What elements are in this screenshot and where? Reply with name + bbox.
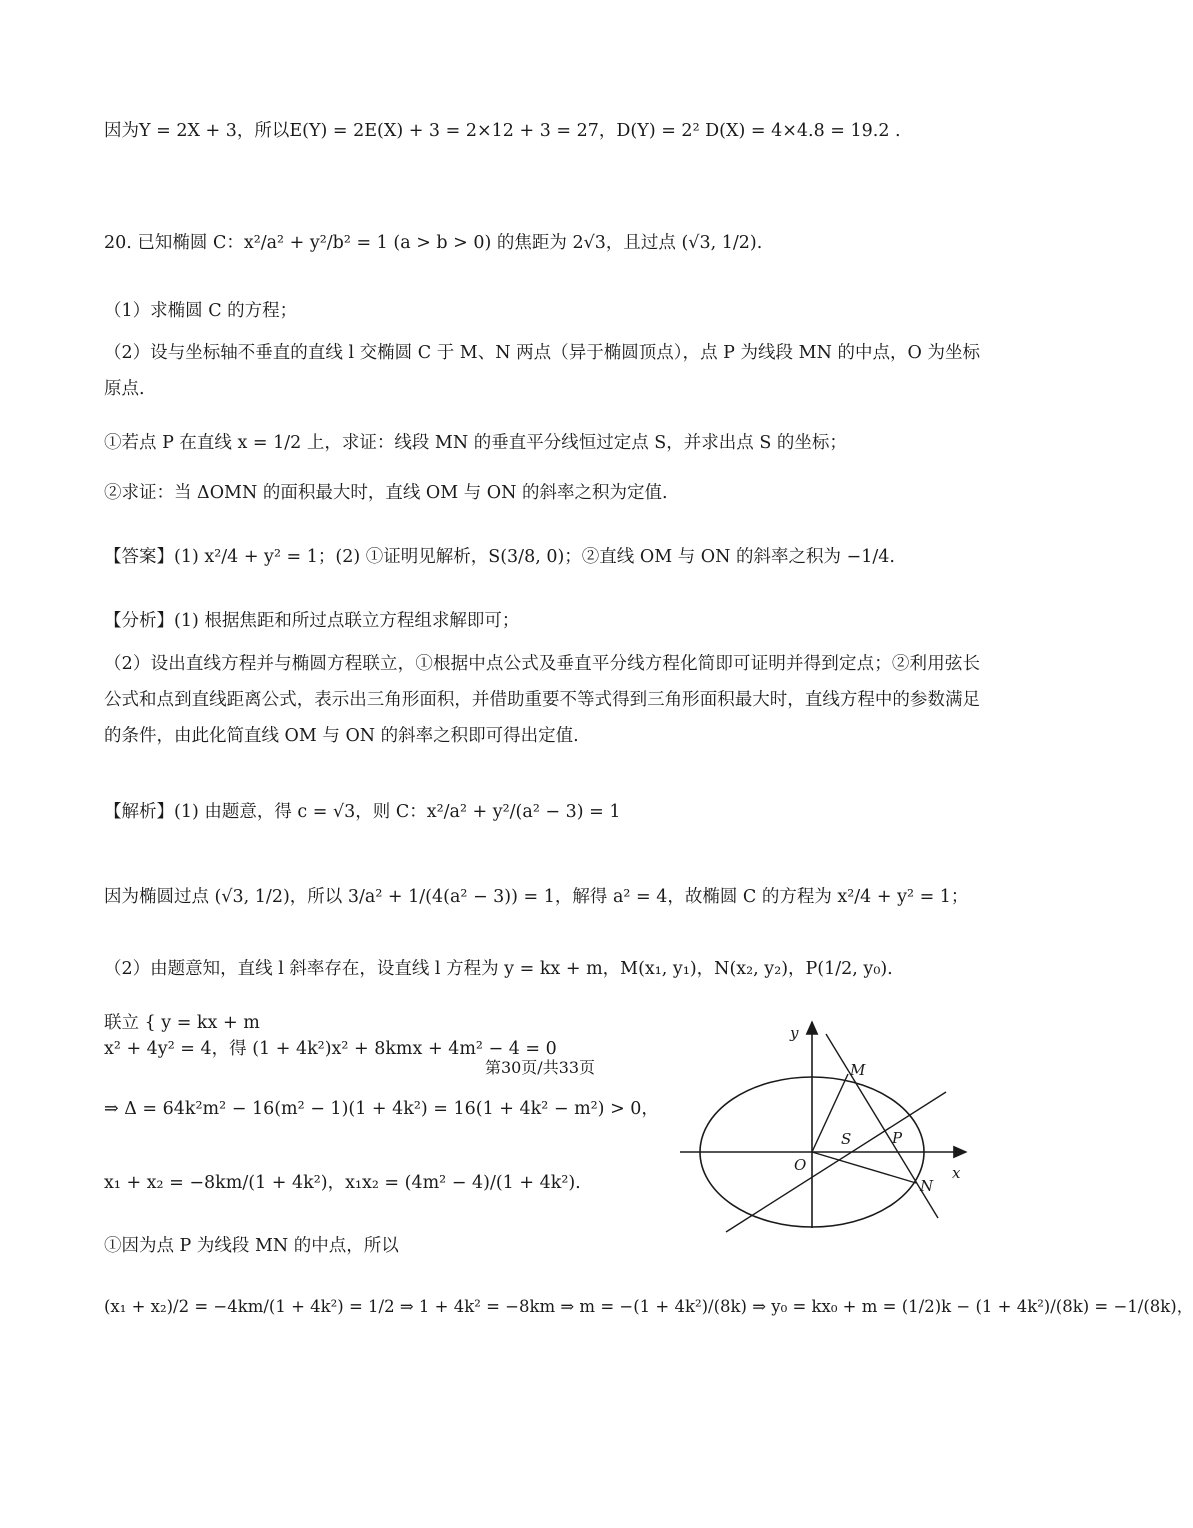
label-x: x bbox=[952, 1164, 961, 1182]
solution-line-3: （2）由题意知，直线 l 斜率存在，设直线 l 方程为 y = kx + m，M(x₁, y₁)，N(x₂, y₂)，P(1/2, y₀). bbox=[104, 959, 893, 979]
line-1: 因为Y = 2X + 3，所以E(Y) = 2E(X) + 3 = 2×12 + 3 = 27，D(Y) = 2² D(X) = 4×4.8 = 19.2 . bbox=[104, 121, 901, 141]
label-M: M bbox=[850, 1061, 866, 1079]
problem-part-1: （1）求椭圆 C 的方程； bbox=[104, 301, 298, 321]
problem-part-2: （2）设与坐标轴不垂直的直线 l 交椭圆 C 于 M、N 两点（异于椭圆顶点），点 P 为线段 MN 的中点，O 为坐标原点. bbox=[104, 343, 980, 399]
analysis-line-2: （2）设出直线方程并与椭圆方程联立，①根据中点公式及垂直平分线方程化简即可证明并得到定点；②利用弦长公式和点到直线距离公式，表示出三角形面积，并借助重要不等式得到三角形面积最大时，直线方程中的参数满足的条件，由此化简直线 OM 与 ON 的斜率之积即可得出定值. bbox=[104, 654, 980, 746]
label-P: P bbox=[892, 1129, 903, 1147]
solution-line-1: 【解析】(1) 由题意，得 c = √3，则 C：x²/a² + y²/(a² − 3) = 1 bbox=[104, 802, 621, 822]
delta-line: ⇒ Δ = 64k²m² − 16(m² − 1)(1 + 4k²) = 16(1 + 4k² − m²) > 0， bbox=[104, 1099, 659, 1119]
derivation-line: (x₁ + x₂)/2 = −4km/(1 + 4k²) = 1/2 ⇒ 1 + 4k² = −8km ⇒ m = −(1 + 4k²)/(8k) ⇒ y₀ = kx₀ + m = (1/2)k − (1 + 4k²)/(8k) = −1/(8k)， bbox=[104, 1297, 1193, 1316]
page-footer: 第30页/共33页 bbox=[484, 1058, 596, 1077]
ellipse-figure bbox=[676, 1018, 976, 1238]
answer-line: 【答案】(1) x²/4 + y² = 1；(2) ①证明见解析，S(3/8, 0)；②直线 OM 与 ON 的斜率之积为 −1/4. bbox=[104, 547, 895, 567]
bisector-line bbox=[726, 1092, 946, 1232]
label-y: y bbox=[790, 1024, 799, 1042]
system-row-2: x² + 4y² = 4，得 (1 + 4k²)x² + 8kmx + 4m² − 4 = 0 bbox=[104, 1039, 557, 1059]
label-S: S bbox=[841, 1130, 852, 1148]
solution-line-2: 因为椭圆过点 (√3, 1/2)，所以 3/a² + 1/(4(a² − 3)) = 1，解得 a² = 4，故椭圆 C 的方程为 x²/4 + y² = 1； bbox=[104, 887, 969, 907]
analysis-line-1: 【分析】(1) 根据焦距和所过点联立方程组求解即可； bbox=[104, 611, 520, 631]
problem-part-2-2: ②求证：当 ΔOMN 的面积最大时，直线 OM 与 ON 的斜率之积为定值. bbox=[104, 483, 668, 503]
vieta-line: x₁ + x₂ = −8km/(1 + 4k²)，x₁x₂ = (4m² − 4)/(1 + 4k²). bbox=[104, 1173, 581, 1193]
midpoint-line: ①因为点 P 为线段 MN 的中点，所以 bbox=[104, 1236, 399, 1256]
label-O: O bbox=[794, 1156, 807, 1174]
label-N: N bbox=[920, 1177, 934, 1195]
system-row-1: 联立 { y = kx + m bbox=[104, 1013, 260, 1033]
problem-20-title: 20. 已知椭圆 C：x²/a² + y²/b² = 1 (a > b > 0) 的焦距为 2√3，且过点 (√3, 1/2). bbox=[104, 233, 763, 253]
problem-part-2-1: ①若点 P 在直线 x = 1/2 上，求证：线段 MN 的垂直平分线恒过定点 S，并求出点 S 的坐标； bbox=[104, 433, 847, 453]
